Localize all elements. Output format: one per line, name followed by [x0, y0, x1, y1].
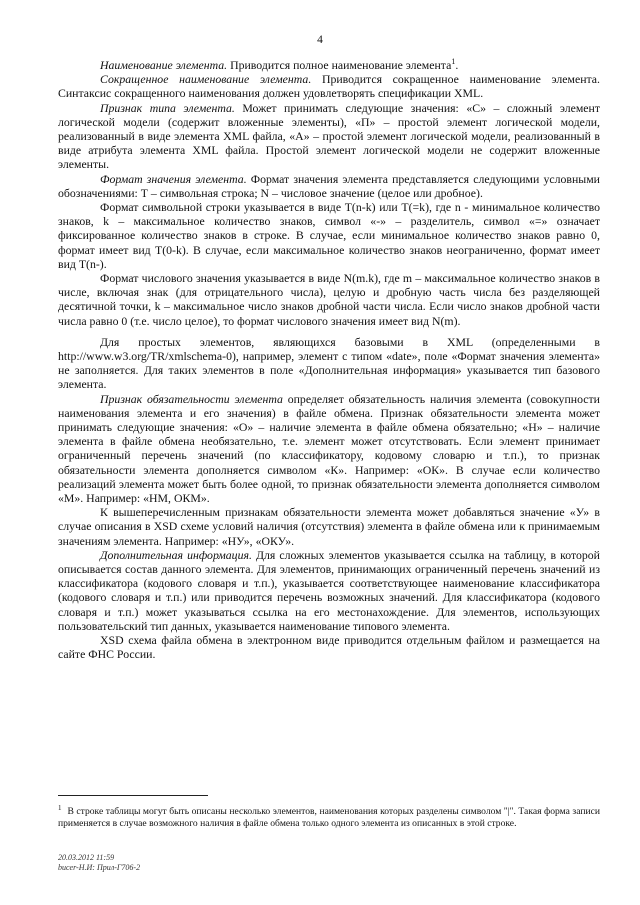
paragraph [58, 200, 600, 271]
body-text [58, 55, 600, 661]
paragraph-text: К вышеперечисленным признакам обязательности элемента может добавляться значение «У» в случае описания в XSD схеме условий наличия (отсутствия) элемента в файле обмена или к принимаемым значениям элемента. Например: «НУ», «ОКУ». [58, 505, 600, 548]
stamp-file: bucer-Н.И: Прил-Г706-2 [58, 863, 141, 872]
footnote-mark: 1 [58, 804, 62, 812]
paragraph-text: Приводится сокращенное наименование элемента. Синтаксис сокращенного наименования должен удовлетворять спецификации XML. [58, 72, 600, 101]
footnote-text: В строке таблицы могут быть описаны несколько элементов, наименования которых разделены символом "|". Такая форма записи применяется в случае возможного наличия в файле обмена только одного элемента из описанных в этой строке. [58, 806, 600, 830]
term-label: Сокращенное наименование элемента. [100, 72, 312, 87]
paragraph-text: определяет обязательность наличия элемента (совокупности наименования элемента и его значения) в файле обмена. Признак обязательности элемента может принимать следующие значения: «О» – наличие элемента в файле обмена обязательно; «Н» – наличие элемента в файле обмена необязательно, т.е. элемент может отсутствовать. Если элемент принимает ограниченный перечень значений (по классификатору, кодовому словарю и т.п.), то признак обязательности элемента дополняется символом «К». Например: «ОК». В случае если количество реализаций элемента может быть более одной, то признак обязательности элемента дополняется символом «М». Например: «НМ, ОКМ». [58, 391, 600, 506]
paragraph-text: Приводится полное наименование элемента [227, 57, 452, 72]
paragraph [58, 72, 600, 100]
paragraph [58, 101, 600, 172]
paragraph [58, 271, 600, 328]
paragraph-text: Формат символьной строки указывается в виде Т(n-k) или Т(=k), где n - минимальное количество знаков, k – максимальное количество знаков, символ «-» – разделитель, символ «=» означает фиксированное количество знаков в строке. В случае, если минимальное количество знаков равно 0, формат имеет вид Т(0-k). В случае, если максимальное количество знаков неограниченно, формат имеет вид Т(n-). [58, 199, 600, 271]
term-label: Признак типа элемента. [100, 100, 235, 115]
print-stamp [58, 853, 140, 873]
paragraph [58, 548, 600, 633]
paragraph-text: Может принимать следующие значения: «С» – сложный элемент логической модели (содержит вложенные элементы), «П» – простой элемент логической модели, реализованный в виде элемента XML файла, «А» – простой элемент логической модели, реализованный в виде атрибута элемента XML файла. Простой элемент логической модели не содержит вложенные элементы. [58, 100, 600, 172]
paragraph-text: Для простых элементов, являющихся базовыми в XML (определенными в http://www.w3.org/TR/xmlschema-0), например, элемент с типом «date», поле «Формат значения элемента» не заполняется. Для таких элементов в поле «Дополнительная информация» указывается тип базового элемента. [58, 334, 600, 392]
page-number: 4 [317, 34, 323, 46]
term-label: Наименование элемента. [100, 57, 228, 72]
term-label: Признак обязательности элемента [100, 391, 283, 406]
paragraph [58, 392, 600, 506]
paragraph-text: Формат значения элемента представляется следующими условными обозначениями: Т – символьная строка; N – числовое значение (целое или дробное). [58, 171, 600, 200]
paragraph-text: Для сложных элементов указывается ссылка на таблицу, в которой описывается состав данного элемента. Для элементов, принимающих ограниченный перечень значений из классификатора (кодового словаря и т.п.), указывается соответствующее наименование классификатора (кодового словаря и т.п.) или приводится перечень возможных значений. Для классификатора (кодового словаря и т.п.) может указываться ссылка на его местонахождение. Для элементов, использующих пользовательский тип данных, указывается наименование типового элемента. [58, 547, 601, 633]
footnote [58, 802, 600, 830]
paragraph [58, 633, 600, 661]
paragraph [58, 335, 600, 392]
footnote-ref: 1 [451, 57, 456, 66]
term-label: Дополнительная информация. [100, 547, 252, 562]
paragraph-text: Формат числового значения указывается в виде N(m.k), где m – максимальное количество знаков в числе, включая знак (для отрицательного числа), целую и дробную часть числа без разделяющей десятичной точки, k – максимальное число знаков дробной части числа. Если число знаков дробной части числа равно 0 (т.е. число целое), то формат числового значения имеет вид N(m). [58, 270, 600, 328]
paragraph-end: . [455, 57, 459, 72]
paragraph [58, 172, 600, 200]
paragraph [58, 55, 600, 72]
paragraph [58, 505, 600, 548]
paragraph-text: XSD схема файла обмена в электронном виде приводится отдельным файлом и размещается на сайте ФНС России. [58, 633, 600, 662]
stamp-date: 20.03.2012 11:59 [58, 853, 115, 862]
term-label: Формат значения элемента. [100, 171, 247, 186]
footnote-divider [58, 795, 208, 796]
